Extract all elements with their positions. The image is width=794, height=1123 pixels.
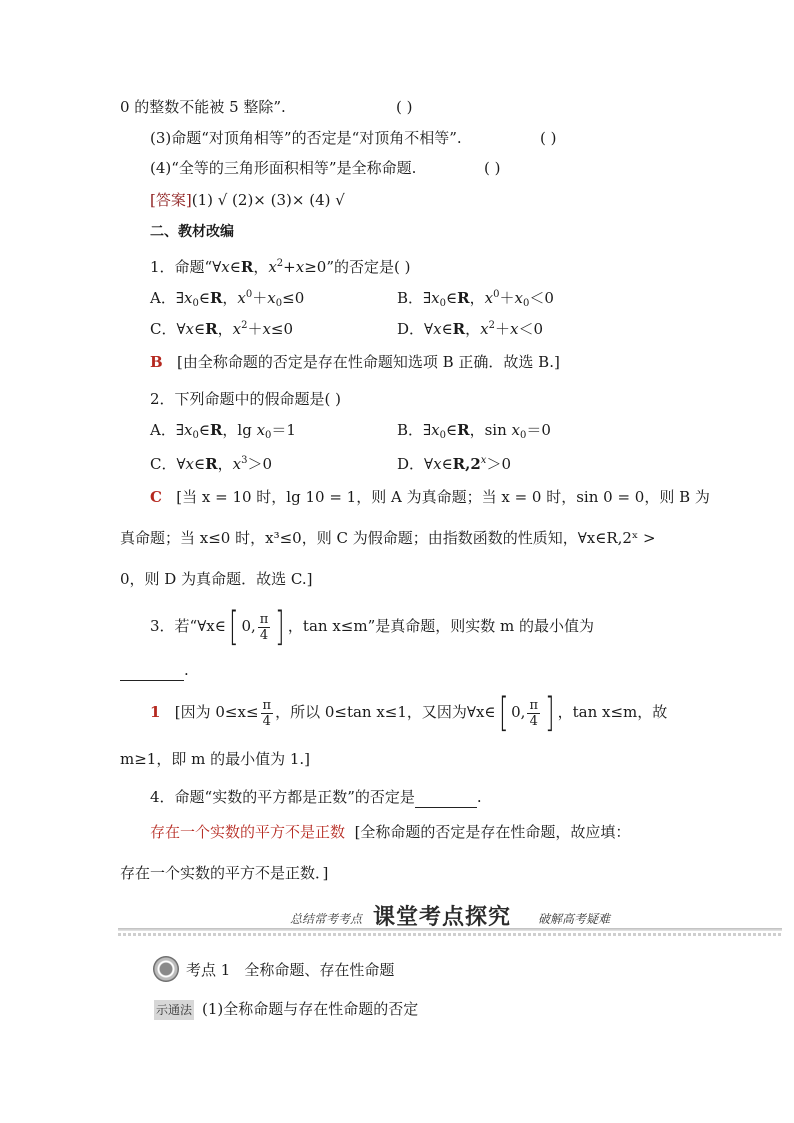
section-banner (118, 900, 782, 936)
q2-explain-line: 0，则 D 为真命题．故选 C.] (120, 570, 313, 588)
tongfa-text: (1)全称命题与存在性命题的否定 (202, 1000, 419, 1018)
q1-option-b: B．$\exists x_0\in R$，$x^0+x_0<0$ (397, 289, 554, 309)
text-line: (4)“全等的三角形面积相等”是全称命题. (150, 159, 417, 177)
text-line: (3)命题“对顶角相等”的否定是“对顶角不相等”. (150, 129, 462, 147)
q3-blank: . (120, 660, 189, 681)
q4-explain-line: 存在一个实数的平方不是正数．] (120, 864, 329, 882)
q2-option-d: D．$\forall x\in R,2^x>0$ (397, 455, 511, 473)
answer-label: [答案] (150, 191, 192, 209)
q2-option-b: B．$\exists x_0\in R$，$\sin x_0=0$ (397, 421, 551, 441)
q2-answer: C [当 x = 10 时，lg 10 = 1，则 A 为真命题；当 x = 0 时，sin 0 = 0，则 B 为 (150, 488, 710, 506)
fraction-pi-over-4: $\frac{\pi}{4}$ (529, 697, 538, 729)
fraction-pi-over-4: $\frac{\pi}{4}$ (259, 611, 269, 643)
banner-right-text: 破解高考疑难 (538, 912, 611, 926)
banner-title: 课堂考点探究 (373, 905, 512, 930)
q1-option-c: C．∀x∈R，$x^2+x\le 0$ (150, 320, 294, 338)
q4-answer: 存在一个实数的平方不是正数 [全称命题的否定是存在性命题，故应填： (150, 823, 631, 841)
q1-stem: 1．命题“∀x∈R，$x^2+x\ge 0$”的否定是( ) (150, 258, 411, 276)
answer-paren: ( ) (484, 159, 501, 177)
banner-rule (118, 933, 782, 936)
q2-stem: 2．下列命题中的假命题是( ) (150, 390, 342, 408)
q2-explain-line: 真命题；当 x≤0 时，x³≤0，则 C 为假命题；由指数函数的性质知，∀x∈R,2ˣ > (120, 529, 656, 547)
q1-answer: B [由全称命题的否定是存在性命题知选项 B 正确．故选 B.] (150, 353, 560, 371)
tongfa-badge: 示通法 (154, 1000, 194, 1020)
answer-paren: ( ) (396, 98, 413, 116)
section-title: 二、教材改编 (150, 224, 234, 240)
q3-explain-line: m≥1，即 m 的最小值为 1.] (120, 750, 311, 768)
q4-stem: 4．命题“实数的平方都是正数”的否定是 . (150, 788, 482, 806)
q3-stem: 3．若“∀x∈[ 0, $\frac{\pi}{4}$ ] ，tan x≤m”是真命题，则实数 m 的最小值为 (150, 604, 595, 650)
target-circle-icon (153, 956, 179, 982)
q1-option-d: D．∀x∈R，$x^2+x<0$ (397, 320, 544, 338)
q2-option-a: A．$\exists x_0\in R$，$\lg x_0=1$ (150, 421, 296, 441)
text-line: 0 的整数不能被 5 整除”. (120, 98, 286, 116)
q3-answer: 1 [因为 0≤x≤ $\frac{\pi}{4}$ ，所以 0≤tan x≤1，又因为∀x∈[ 0, $\frac{\pi}{4}$ ] ，tan x≤m，故 (150, 690, 668, 736)
kaodian-heading: 考点 1 全称命题、存在性命题 (186, 961, 395, 979)
answer-line (150, 190, 345, 210)
banner-left-text: 总结常考考点 (290, 912, 363, 926)
answer-paren: ( ) (540, 129, 557, 147)
q1-option-a: A．$\exists x_0\in R$，$x^0+x_0\le 0$ (150, 289, 305, 309)
fraction-pi-over-4: $\frac{\pi}{4}$ (262, 697, 272, 729)
answer-text: (1) √ (2)× (3)× (4) √ (191, 191, 345, 209)
q2-option-c: C．∀x∈R，$x^3>0$ (150, 455, 272, 473)
